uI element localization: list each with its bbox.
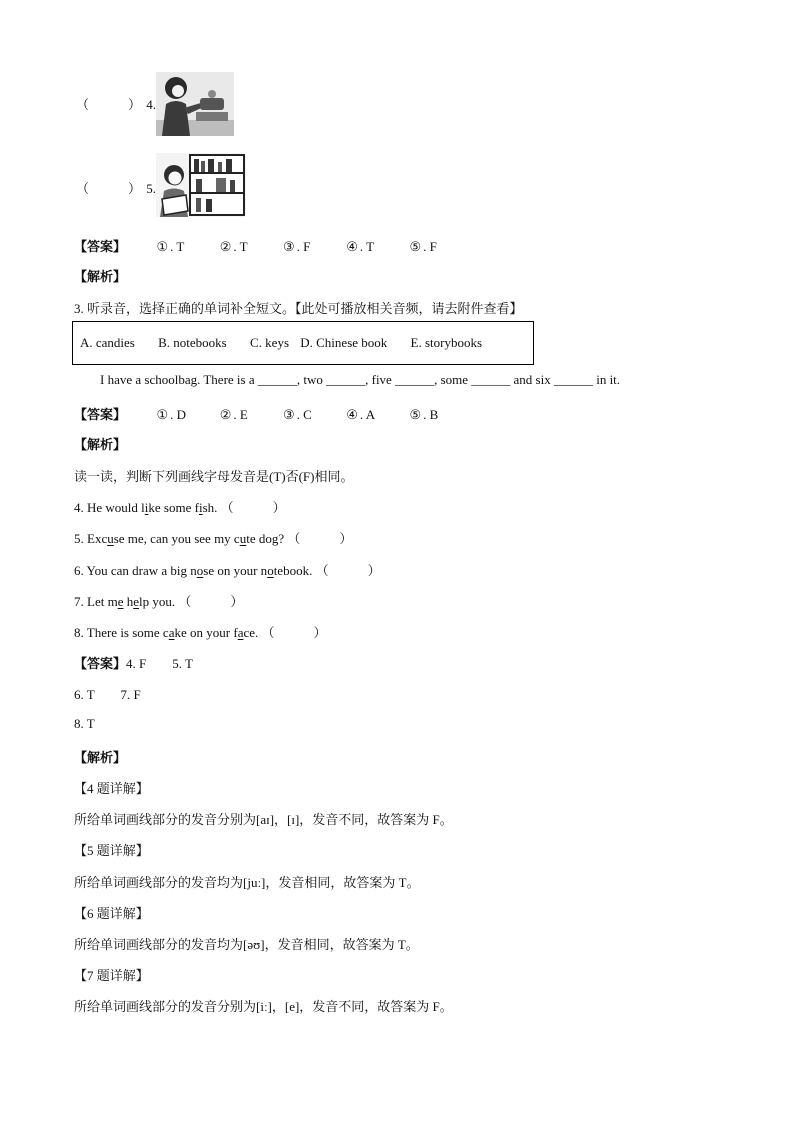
- item-number: 4.: [146, 97, 157, 112]
- detail-7-heading: 【7 题详解】: [74, 968, 149, 983]
- question-7: 7. Let me help you. （ ）: [74, 594, 244, 609]
- answer-item: ① . T: [156, 239, 185, 254]
- detail-4-body: 所给单词画线部分的发音分别为[aɪ]，[ɪ]，发音不同，故答案为 F。: [74, 812, 453, 827]
- detail-5-body: 所给单词画线部分的发音均为[juː]，发音相同，故答案为 T。: [74, 875, 420, 890]
- answer-values-line-3: 8. T: [74, 716, 95, 731]
- question-8: 8. There is some cake on your face. （ ）: [74, 625, 327, 640]
- answer-values-line-2: 6. T 7. F: [74, 687, 141, 702]
- question-6: 6. You can draw a big nose on your notebook. （ ）: [74, 563, 381, 578]
- answer-tag: 【答案】: [74, 239, 127, 254]
- detail-4-heading: 【4 题详解】: [74, 781, 149, 796]
- answer-tag: 【答案】: [74, 656, 127, 671]
- answer-item: ② . T: [219, 239, 248, 254]
- answer-item: ③ . C: [283, 407, 312, 422]
- detail-6-heading: 【6 题详解】: [74, 906, 149, 921]
- answer-item: ④ . A: [346, 407, 376, 422]
- option-d: D. Chinese book: [300, 335, 388, 350]
- option-c: C. keys: [250, 335, 289, 350]
- answer-item: ③ . F: [283, 239, 311, 254]
- answer-item: ⑤ . B: [409, 407, 439, 422]
- fill-in-passage: I have a schoolbag. There is a ______, two ______, five ______, some ______ and six ______ in it.: [100, 372, 621, 387]
- section-4-title: 读一读，判断下列画线字母发音是(T)否(F)相同。: [74, 469, 354, 484]
- question-4: 4. He would like some fish. （ ）: [74, 500, 286, 515]
- answer-item: ⑤ . F: [409, 239, 437, 254]
- person-cooking-picture: [156, 72, 234, 136]
- item-4-row: [76, 94, 156, 113]
- answer-line-3: [74, 653, 193, 672]
- analysis-tag: 【解析】: [74, 269, 127, 284]
- answer-values: 4. F 5. T: [126, 656, 193, 671]
- item-number: 5.: [146, 181, 157, 196]
- option-b: B. notebooks: [158, 335, 227, 350]
- analysis-tag: 【解析】: [74, 437, 127, 452]
- answer-paren: （ ）: [76, 97, 142, 112]
- detail-5-heading: 【5 题详解】: [74, 843, 149, 858]
- detail-6-body: 所给单词画线部分的发音均为[əʊ]，发音相同，故答案为 T。: [74, 937, 419, 952]
- answer-line-2: [74, 404, 470, 423]
- answer-tag: 【答案】: [74, 407, 127, 422]
- item-5-row: [76, 178, 156, 197]
- section-3-title: 3. 听录音，选择正确的单词补全短文。【此处可播放相关音频，请去附件查看】: [74, 301, 523, 316]
- answer-item: ① . D: [156, 407, 187, 422]
- answer-line-1: [74, 236, 470, 255]
- answer-item: ② . E: [219, 407, 248, 422]
- detail-7-body: 所给单词画线部分的发音分别为[iː]，[e]，发音不同，故答案为 F。: [74, 999, 453, 1014]
- question-5: 5. Excuse me, can you see my cute dog? （ ）: [74, 531, 353, 546]
- answer-item: ④ . T: [346, 239, 375, 254]
- analysis-tag: 【解析】: [74, 750, 127, 765]
- option-a: A. candies: [80, 335, 135, 350]
- answer-paren: （ ）: [76, 181, 142, 196]
- girl-reading-bookshelf-picture: [156, 153, 246, 217]
- word-options: [80, 335, 482, 351]
- option-e: E. storybooks: [410, 335, 483, 350]
